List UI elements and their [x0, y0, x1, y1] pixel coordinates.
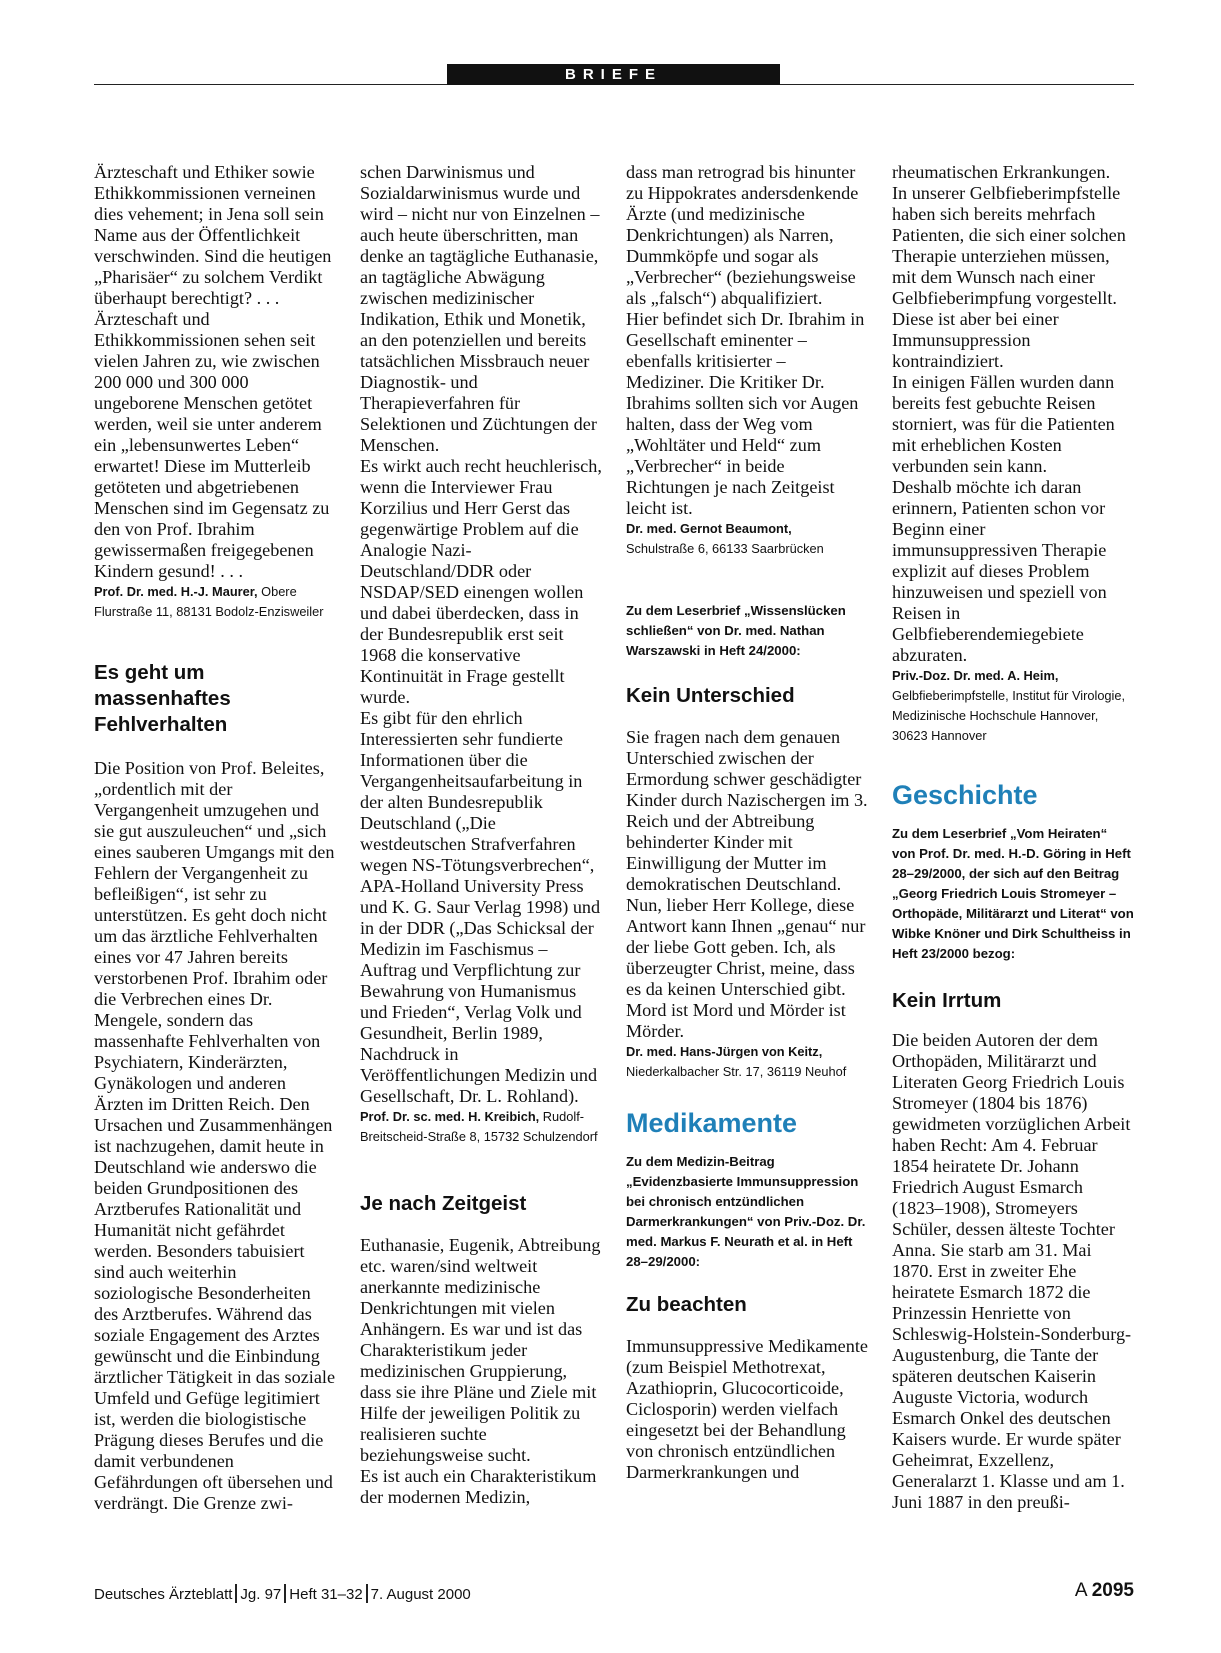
signature-address: Gelbfieberimpfstelle, Institut für Virologie, Medizinische Hochschule Hannover, 30623 Hannover	[892, 688, 1126, 743]
signature-name: Prof. Dr. med. H.-J. Maurer,	[94, 584, 258, 599]
column-2	[360, 162, 602, 1508]
signature	[892, 666, 1134, 746]
letter-text: Die beiden Autoren der dem Orthopäden, Militärarzt und Literaten Georg Friedrich Louis Stromeyer (1804 bis 1876) gewidmeten vorzüglichen Arbeit haben Recht: Am 4. Februar 1854 heiratete Dr. Johann Friedrich August Esmarch (1823–1908), Stromeyers Schüler, dessen älteste Tochter Anna. Sie starb am 31. Mai 1870. Erst in zweiter Ehe heiratete Esmarch 1872 die Prinzessin Henriette von Schleswig-Holstein-Sonderburg-Augustenburg, die Tante der späteren deutschen Kaiserin Auguste Victoria, wodurch Esmarch Onkel des deutschen Kaisers wurde. Er wurde später Geheimrat, Exzellenz, Generalarzt 1. Klasse und am 1. Juni 1887 in den preußi-	[892, 1030, 1132, 1512]
letter-text: rheumatischen Erkrankungen.	[892, 162, 1111, 182]
signature	[94, 582, 336, 622]
column-1	[94, 162, 336, 1514]
letter-text: Es ist auch ein Charakteristikum der modernen Medizin,	[360, 1466, 597, 1507]
signature-name: Prof. Dr. sc. med. H. Kreibich,	[360, 1109, 540, 1124]
letter-text: Hier befindet sich Dr. Ibrahim in Gesellschaft eminenter – ebenfalls kritisierter – Mediziner. Die Kritiker Dr. Ibrahims sollten sich vor Augen halten, dass der Weg vom „Wohltäter und Held“ zum „Verbrecher“ in beide Richtungen je nach Zeitgeist leicht ist.	[626, 309, 865, 518]
reference-intro: Zu dem Leserbrief „Vom Heiraten“ von Prof. Dr. med. H.-D. Göring in Heft 28–29/2000, der sich auf den Beitrag „Georg Friedrich Louis Stromeyer – Orthopäde, Militärarzt und Literat“ von Wibke Knöner und Dirk Schultheiss in Heft 23/2000 bezog:	[892, 826, 1134, 961]
footer-separator	[284, 1584, 286, 1603]
signature-address: Schulstraße 6, 66133 Saarbrücken	[626, 541, 824, 556]
headline-zu-beachten: Zu beachten	[626, 1293, 747, 1316]
letter-text: Es gibt für den ehrlich Interessierten sehr fundierte Informationen über die Vergangenheitsaufarbeitung in der alten Bundesrepublik Deutschland („Die westdeutschen Strafverfahren wegen NS-Tötungsverbrechen“, APA-Holland University Press und K. G. Saur Verlag 1998) und in der DDR („Das Schicksal der Medizin im Faschismus – Auftrag und Verpflichtung zur Bewahrung von Humanismus und Frieden“, Verlag Volk und Gesundheit, Berlin 1989, Nachdruck in Veröffentlichungen Medizin und Gesellschaft, Dr. L. Rohland).	[360, 708, 601, 1106]
column-4	[892, 162, 1134, 1513]
letter-text: In unserer Gelbfieberimpfstelle haben sich bereits mehrfach Patienten, die sich einer solchen Therapie unterziehen müssen, mit dem Wunsch nach einer Gelbfieberimpfung vorgestellt. Diese ist aber bei einer Immunsuppression kontraindiziert.	[892, 183, 1126, 371]
section-header: BRIEFE	[447, 64, 780, 85]
signature-address: Obere Flurstraße 11, 88131 Bodolz-Enzisweiler	[94, 584, 324, 619]
signature-address: Rudolf-Breitscheid-Straße 8, 15732 Schulzendorf	[360, 1109, 598, 1144]
footer-separator	[235, 1584, 237, 1603]
reference-intro: Zu dem Medizin-Beitrag „Evidenzbasierte Immunsuppression bei chronisch entzündlichen Darmerkrankungen“ von Priv.-Doz. Dr. med. Markus F. Neurath et al. in Heft 28–29/2000:	[626, 1154, 866, 1269]
signature-name: Dr. med. Gernot Beaumont,	[626, 521, 792, 536]
letter-text: Ärzteschaft und Ethiker sowie Ethikkommissionen verneinen dies vehement; in Jena soll sein Name aus der Öffentlichkeit verschwinden. Sind die heutigen „Pharisäer“ zu solchem Verdikt überhaupt berechtigt? . . . Ärzteschaft und Ethikkommissionen sehen seit vielen Jahren zu, wie zwischen 200 000 und 300 000 ungeborene Menschen getötet werden, weil sie unter anderem ein „lebensunwertes Leben“ erwartet! Diese im Mutterleib getöteten und abgetriebenen Menschen sind im Gegensatz zu den von Prof. Ibrahim gewissermaßen freigegebenen Kindern gesund! . . .	[94, 162, 332, 581]
letter-text: Euthanasie, Eugenik, Abtreibung etc. waren/sind weltweit anerkannte medizinische Denkrichtungen mit vielen Anhängern. Es war und ist das Charakteristikum jeder medizinischen Gruppierung, dass sie ihre Pläne und Ziele mit Hilfe der jeweiligen Politik zu realisieren suchte beziehungsweise sucht.	[360, 1235, 601, 1465]
footer-separator	[366, 1584, 368, 1603]
journal-volume: Jg. 97	[240, 1586, 282, 1603]
letter-text: Deshalb möchte ich daran erinnern, Patienten schon vor Beginn einer immunsuppressiven Therapie explizit auf dieses Problem hinzuweisen und speziell von Reisen in Gelbfieberendemiegebiete abzuraten.	[892, 477, 1107, 665]
letter-text: Es wirkt auch recht heuchlerisch, wenn die Interviewer Frau Korzilius und Herr Gerst das gegenwärtige Problem auf die Analogie Nazi-Deutschland/DDR oder NSDAP/SED einengen wollen und dabei überdecken, dass in der Bundesrepublik erst seit 1968 die konservative Kontinuität in Frage gestellt wurde.	[360, 456, 602, 707]
journal-issue: Heft 31–32	[289, 1586, 363, 1603]
letter-text: In einigen Fällen wurden dann bereits fest gebuchte Reisen storniert, was für die Patienten mit erheblichen Kosten verbunden sein kann.	[892, 372, 1115, 476]
signature	[360, 1107, 602, 1147]
letter-text: schen Darwinismus und Sozialdarwinismus wurde und wird – nicht nur von Einzelnen – auch heute überschritten, man denke an tagtägliche Euthanasie, an tagtägliche Abwägung zwischen medizinischer Indikation, Ethik und Monetik, an den potenziellen und bereits tatsächlichen Missbrauch neuer Diagnostik- und Therapieverfahren für Selektionen und Züchtungen der Menschen.	[360, 162, 600, 455]
signature-address: Niederkalbacher Str. 17, 36119 Neuhof	[626, 1064, 847, 1079]
headline-kein-irrtum: Kein Irrtum	[892, 989, 1002, 1012]
signature-name: Dr. med. Hans-Jürgen von Keitz,	[626, 1044, 823, 1059]
column-3	[626, 162, 868, 1483]
headline-je-nach-zeitgeist: Je nach Zeitgeist	[360, 1192, 527, 1215]
letter-text: Sie fragen nach dem genauen Unterschied zwischen der Ermordung schwer geschädigter Kinder durch Nazischergen im 3. Reich und der Abtreibung behinderter Kinder mit Einwilligung der Mutter im demokratischen Deutschland. Nun, lieber Herr Kollege, diese Antwort kann Ihnen „genau“ nur der liebe Gott geben. Ich, als überzeugter Christ, meine, dass es da keinen Unterschied gibt. Mord ist Mord und Mörder ist Mörder.	[626, 727, 868, 1041]
signature	[626, 519, 868, 559]
section-title-geschichte: Geschichte	[892, 780, 1038, 810]
signature-name: Priv.-Doz. Dr. med. A. Heim,	[892, 668, 1059, 683]
section-title-medikamente: Medikamente	[626, 1108, 798, 1138]
page-prefix: A	[1074, 1580, 1087, 1601]
letter-text: dass man retrograd bis hinunter zu Hippokrates andersdenkende Ärzte (und medizinische Denkrichtungen) als Narren, Dummköpfe und sogar als „Verbrecher“ (beziehungsweise als „falsch“) abqualifiziert.	[626, 162, 859, 308]
page-number-value: 2095	[1091, 1580, 1134, 1601]
signature	[626, 1042, 868, 1082]
headline-kein-unterschied: Kein Unterschied	[626, 684, 795, 707]
page-number	[1075, 1580, 1134, 1602]
journal-name: Deutsches Ärzteblatt	[94, 1586, 233, 1603]
letter-text: Die Position von Prof. Beleites, „ordentlich mit der Vergangenheit umzugehen und sie gut auszuleuchen“ und „sich eines sauberen Umgangs mit den Fehlern der Vergangenheit zu befleißigen“, ist sehr zu unterstützen. Es geht doch nicht um das ärztliche Fehlverhalten eines vor 47 Jahren bereits verstorbenen Prof. Ibrahim oder die Verbrechen eines Dr. Mengele, sondern das massenhafte Fehlverhalten von Psychiatern, Kinderärzten, Gynäkologen und anderen Ärzten im Dritten Reich. Den Ursachen und Zusammenhängen ist nachzugehen, damit heute in Deutschland wie anderswo die beiden Grundpositionen des Arztberufes Rationalität und Humanität nicht gefährdet werden. Besonders tabuisiert sind auch weiterhin soziologische Besonderheiten des Arztberufes. Während das soziale Engagement des Arztes gewünscht und die Einbindung ärztlicher Tätigkeit in das soziale Umfeld und Gefüge legitimiert ist, werden die biologistische Prägung dieses Berufes und die damit verbundenen Gefährdungen oft übersehen und verdrängt. Die Grenze zwi-	[94, 758, 336, 1513]
issue-date: 7. August 2000	[370, 1586, 471, 1603]
page-footer	[94, 1584, 471, 1603]
headline-massenhaftes-fehlverhalten: Es geht um massenhaftes Fehlverhalten	[94, 661, 231, 736]
letter-text: Immunsuppressive Medikamente (zum Beispiel Methotrexat, Azathioprin, Glucocorticoide, Ciclosporin) werden vielfach eingesetzt bei der Behandlung von chronisch entzündlichen Darmerkrankungen und	[626, 1336, 868, 1482]
reference-intro: Zu dem Leserbrief „Wissenslücken schließen“ von Dr. med. Nathan Warszawski in Heft 24/2000:	[626, 603, 846, 658]
